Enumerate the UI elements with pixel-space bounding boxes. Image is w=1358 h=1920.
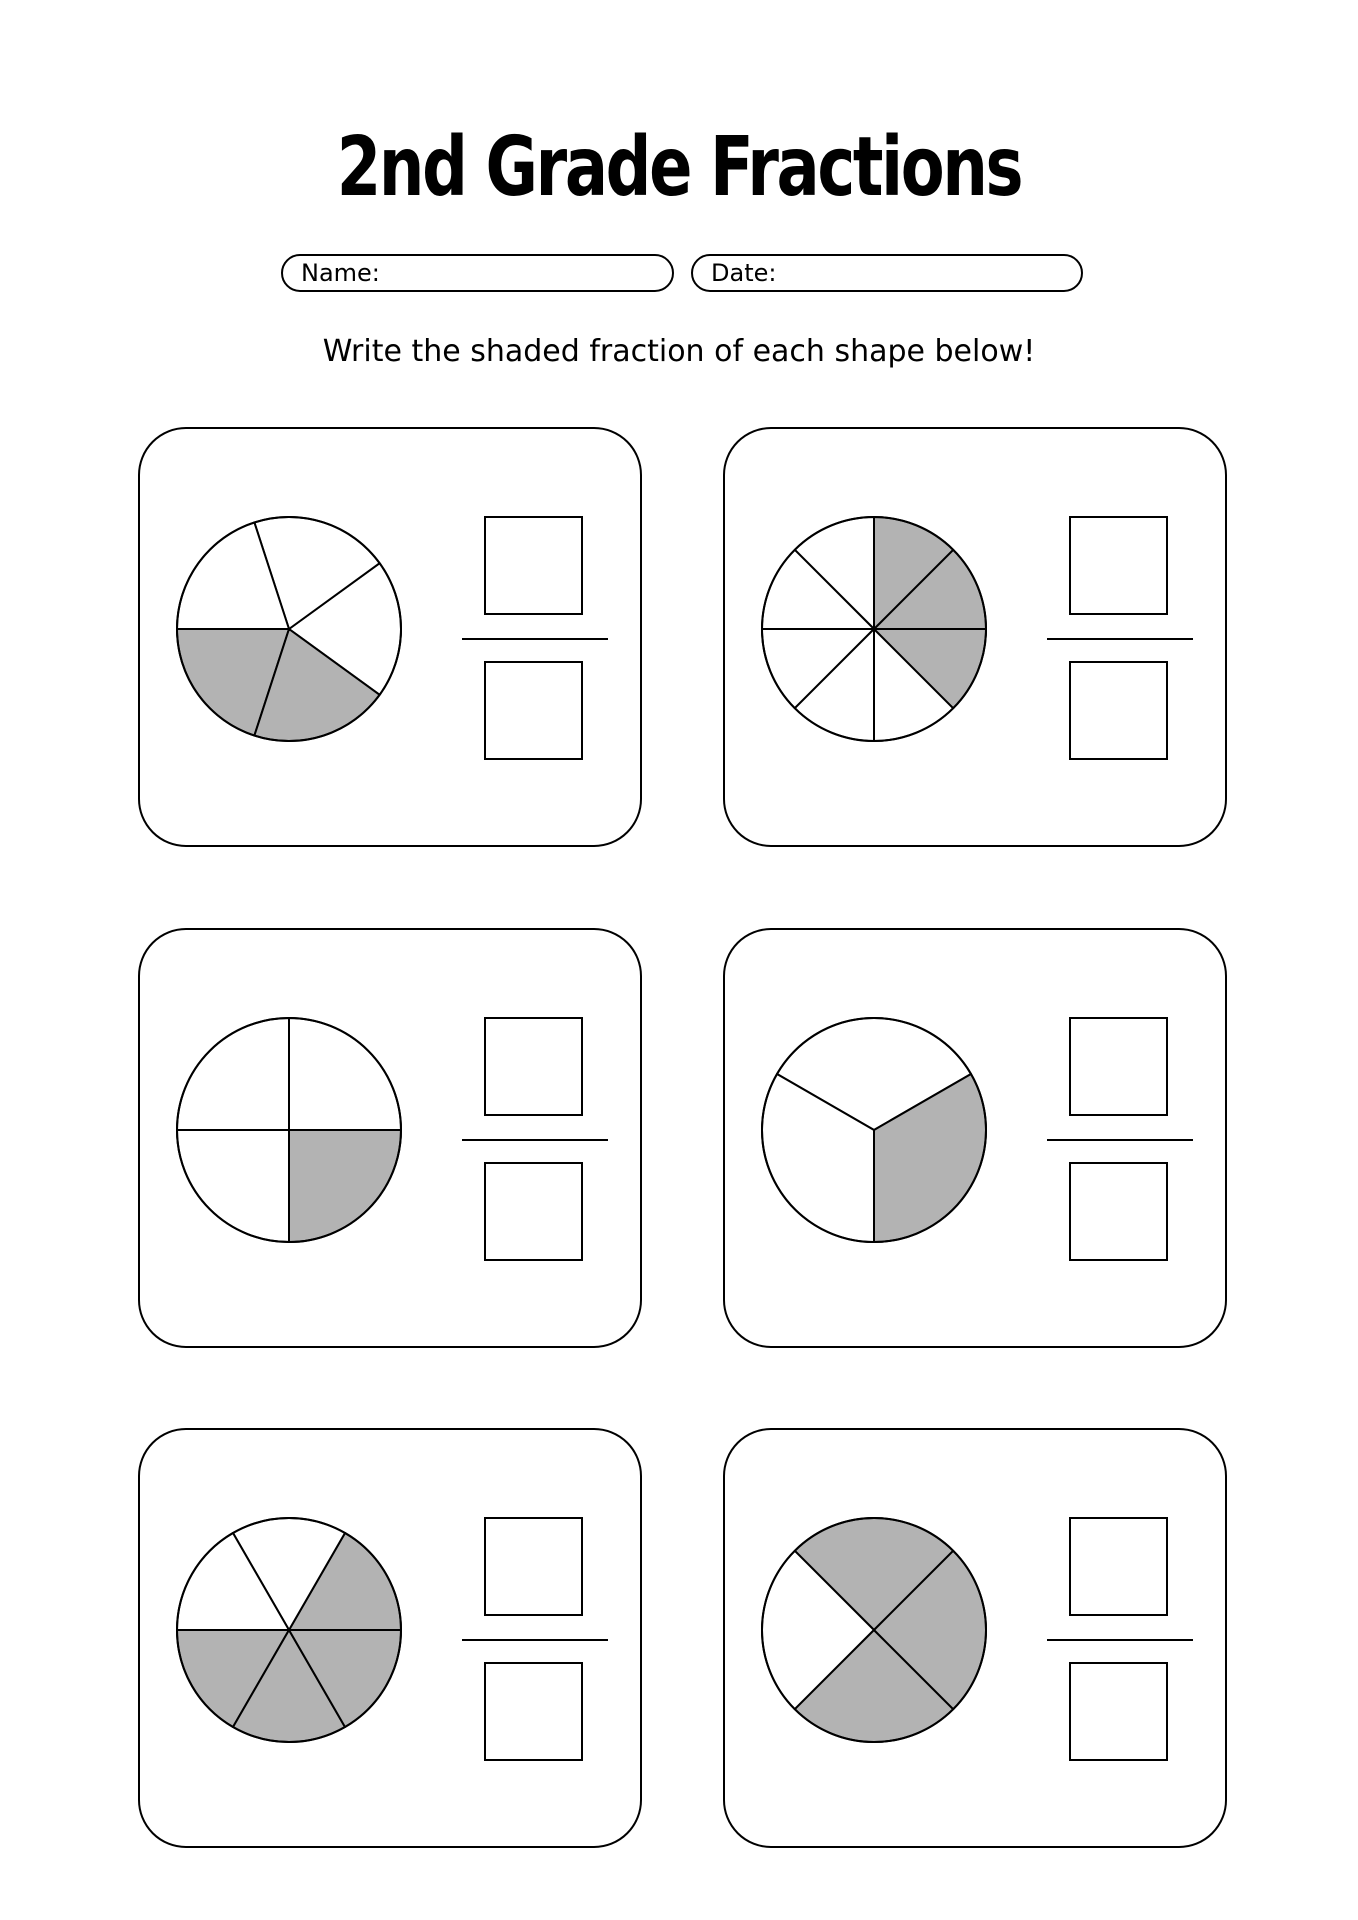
numerator-box-2[interactable] bbox=[1069, 516, 1168, 615]
problem-card-2 bbox=[723, 427, 1227, 847]
numerator-box-4[interactable] bbox=[1069, 1017, 1168, 1116]
problem-card-6 bbox=[723, 1428, 1227, 1848]
denominator-box-5[interactable] bbox=[484, 1662, 583, 1761]
problem-card-5 bbox=[138, 1428, 642, 1848]
pie-slice bbox=[289, 1018, 401, 1130]
name-field[interactable]: Name: bbox=[281, 254, 674, 292]
denominator-box-6[interactable] bbox=[1069, 1662, 1168, 1761]
problem-card-3 bbox=[138, 928, 642, 1348]
pie-slice bbox=[177, 1130, 289, 1242]
problem-card-4 bbox=[723, 928, 1227, 1348]
fraction-bar-5 bbox=[462, 1639, 608, 1641]
fraction-bar-6 bbox=[1047, 1639, 1193, 1641]
fraction-bar-3 bbox=[462, 1139, 608, 1141]
date-field[interactable]: Date: bbox=[691, 254, 1083, 292]
numerator-box-1[interactable] bbox=[484, 516, 583, 615]
fraction-pie-6 bbox=[760, 1516, 988, 1744]
fraction-pie-3 bbox=[175, 1016, 403, 1244]
numerator-box-6[interactable] bbox=[1069, 1517, 1168, 1616]
instructions-text: Write the shaded fraction of each shape below! bbox=[322, 334, 1036, 369]
fraction-pie-2 bbox=[760, 515, 988, 743]
denominator-box-2[interactable] bbox=[1069, 661, 1168, 760]
fraction-bar-4 bbox=[1047, 1139, 1193, 1141]
fraction-pie-5 bbox=[175, 1516, 403, 1744]
fraction-pie-4 bbox=[760, 1016, 988, 1244]
numerator-box-5[interactable] bbox=[484, 1517, 583, 1616]
fraction-bar-1 bbox=[462, 638, 608, 640]
denominator-box-4[interactable] bbox=[1069, 1162, 1168, 1261]
fraction-bar-2 bbox=[1047, 638, 1193, 640]
denominator-box-1[interactable] bbox=[484, 661, 583, 760]
fraction-pie-1 bbox=[175, 515, 403, 743]
worksheet-title: 2nd Grade Fractions bbox=[336, 120, 1022, 215]
problem-card-1 bbox=[138, 427, 642, 847]
pie-slice-shaded bbox=[289, 1130, 401, 1242]
denominator-box-3[interactable] bbox=[484, 1162, 583, 1261]
pie-slice bbox=[177, 1018, 289, 1130]
numerator-box-3[interactable] bbox=[484, 1017, 583, 1116]
